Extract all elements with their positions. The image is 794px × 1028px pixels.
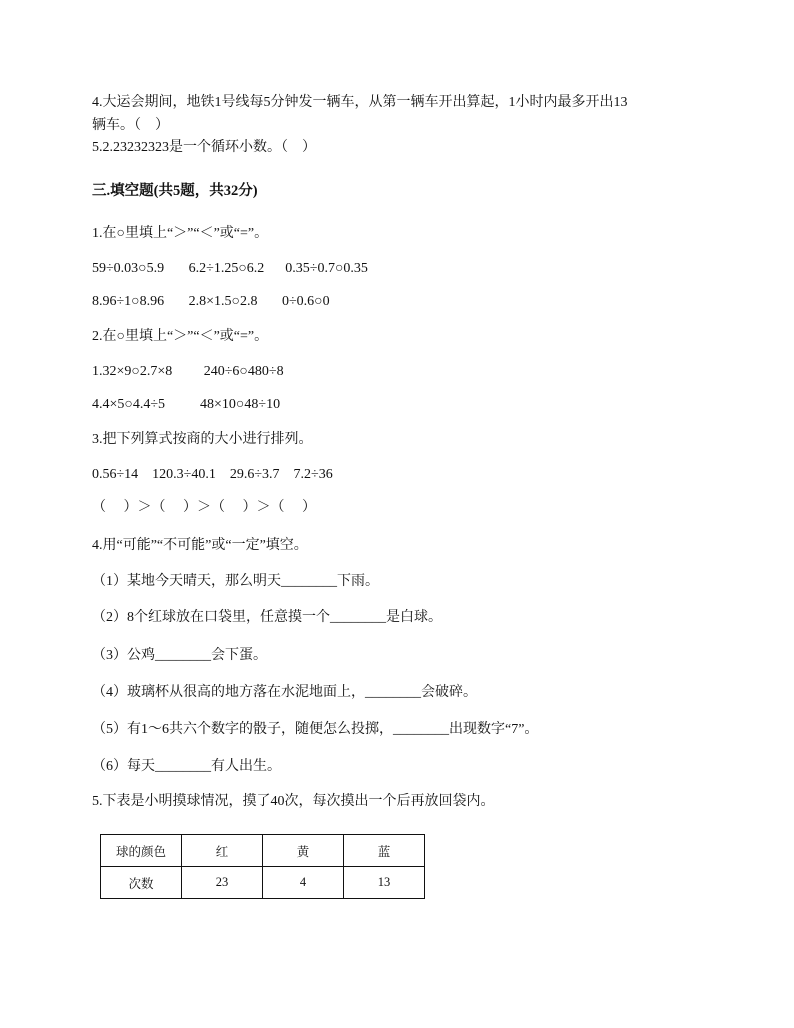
fill-question-4-item: （1）某地今天晴天，那么明天________下雨。 bbox=[92, 574, 379, 589]
fill-question-1-prompt: 1.在○里填上“＞”“＜”或“=”。 bbox=[92, 226, 269, 241]
fill-question-4-item: （3）公鸡________会下蛋。 bbox=[92, 648, 267, 663]
tf-question-4-line2: 辆车。（ ） bbox=[92, 118, 169, 133]
fill-question-3-prompt: 3.把下列算式按商的大小进行排列。 bbox=[92, 432, 313, 447]
table-cell: 23 bbox=[182, 867, 263, 899]
fill-question-4-item: （5）有1～6共六个数字的骰子，随便怎么投掷，________出现数字“7”。 bbox=[92, 722, 539, 737]
fill-question-1-row2: 8.96÷1○8.96 2.8×1.5○2.8 0÷0.6○0 bbox=[92, 294, 330, 309]
table-cell: 次数 bbox=[101, 867, 182, 899]
table-header-cell: 红 bbox=[182, 835, 263, 867]
table-header-row bbox=[101, 835, 425, 867]
table-row bbox=[101, 867, 425, 899]
ball-draw-table bbox=[100, 834, 425, 899]
section-heading: 三.填空题(共5题，共32分) bbox=[92, 183, 258, 199]
fill-question-2-row1: 1.32×9○2.7×8 240÷6○480÷8 bbox=[92, 364, 284, 379]
fill-question-5-prompt: 5.下表是小明摸球情况，摸了40次，每次摸出一个后再放回袋内。 bbox=[92, 794, 495, 809]
fill-question-3-expressions: 0.56÷14 120.3÷40.1 29.6÷3.7 7.2÷36 bbox=[92, 467, 333, 482]
fill-question-1-row1: 59÷0.03○5.9 6.2÷1.25○6.2 0.35÷0.7○0.35 bbox=[92, 261, 368, 276]
table-cell: 4 bbox=[263, 867, 344, 899]
fill-question-4-prompt: 4.用“可能”“不可能”或“一定”填空。 bbox=[92, 538, 308, 553]
fill-question-4-item: （2）8个红球放在口袋里，任意摸一个________是白球。 bbox=[92, 610, 442, 625]
fill-question-4-item: （4）玻璃杯从很高的地方落在水泥地面上，________会破碎。 bbox=[92, 685, 477, 700]
fill-question-2-row2: 4.4×5○4.4÷5 48×10○48÷10 bbox=[92, 397, 281, 412]
table-header-cell: 球的颜色 bbox=[101, 835, 182, 867]
table-header-cell: 黄 bbox=[263, 835, 344, 867]
fill-question-4-item: （6）每天________有人出生。 bbox=[92, 759, 281, 774]
table-header-cell: 蓝 bbox=[344, 835, 425, 867]
tf-question-4-line1: 4.大运会期间，地铁1号线每5分钟发一辆车，从第一辆车开出算起，1小时内最多开出13 bbox=[92, 95, 628, 110]
fill-question-3-answer-blanks: （ ）＞（ ）＞（ ）＞（ ） bbox=[92, 500, 316, 515]
table-cell: 13 bbox=[344, 867, 425, 899]
tf-question-5: 5.2.23232323是一个循环小数。（ ） bbox=[92, 140, 316, 155]
fill-question-2-prompt: 2.在○里填上“＞”“＜”或“=”。 bbox=[92, 329, 269, 344]
